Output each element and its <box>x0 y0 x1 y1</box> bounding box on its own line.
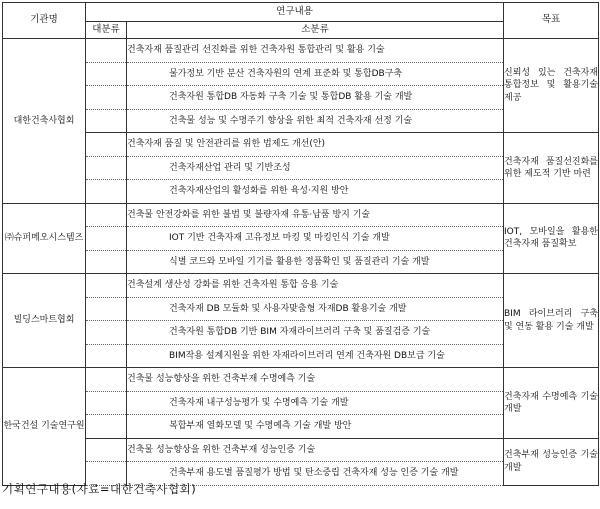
header-minor-category: 소분류 <box>127 22 504 39</box>
main-research-item: 건축자재 품질관리 선진화를 위한 건축자원 통합관리 및 활용 기술 <box>127 39 504 63</box>
institution-cell: 한국건설 기술연구원 <box>3 368 86 486</box>
table-row <box>3 133 599 157</box>
major-category-cell <box>86 109 127 133</box>
main-research-item: 건축물 성능향상을 위한 건축부재 성능인증 기술 <box>127 438 504 462</box>
sub-research-item: BIM작용 설계지원을 위한 자재라이브러리 연계 건축자원 DB보급 기술 <box>127 344 504 368</box>
research-plan-table <box>2 2 599 486</box>
main-research-item: 건축설계 생산성 강화를 위한 건축자원 통합 응용 기술 <box>127 274 504 298</box>
header-research-content: 연구내용 <box>86 3 504 22</box>
major-category-cell <box>86 39 127 63</box>
goal-cell: 건축자재 품질선진화를 위한 제도적 기반 마련 <box>504 133 599 204</box>
header-row-top <box>3 3 599 22</box>
major-category-cell <box>86 133 127 157</box>
institution-cell: ㈜슈퍼메오시스템즈 <box>3 203 86 274</box>
goal-cell: 건축자재 수명예측 기술개발 <box>504 368 599 439</box>
table-row <box>3 274 599 298</box>
sub-research-item: 건축자재 DB 모듈화 및 사용자맞춤형 자재DB 활용기술 개발 <box>127 297 504 321</box>
sub-research-item: 건축자원 통합DB 자동화 구축 기술 및 통합DB 활용 기술 개발 <box>127 86 504 110</box>
table-row <box>3 368 599 392</box>
header-institution: 기관명 <box>3 3 86 39</box>
major-category-cell <box>86 297 127 321</box>
major-category-cell <box>86 62 127 86</box>
major-category-cell <box>86 203 127 227</box>
sub-research-item: 건축부재 용도별 품질평가 방법 및 탄소중립 건축자재 성능 인증 기술 개발 <box>127 462 504 486</box>
main-research-item: 건축물 성능향상을 위한 건축부재 수명예측 기술 <box>127 368 504 392</box>
sub-research-item: 식별 코드와 모바일 기기를 활용한 정품확인 및 품질관리 기술 개발 <box>127 250 504 274</box>
main-research-item: 건축자재 품질 및 안전관리를 위한 법제도 개선(안) <box>127 133 504 157</box>
major-category-cell <box>86 156 127 180</box>
major-category-cell <box>86 321 127 345</box>
major-category-cell <box>86 438 127 462</box>
sub-research-item: IOT 기반 건축자재 고유정보 마킹 및 마킹인식 기술 개발 <box>127 227 504 251</box>
major-category-cell <box>86 227 127 251</box>
sub-research-item: 복합부재 열화모델 및 수명예측 기술 개발 방안 <box>127 415 504 439</box>
institution-cell: 대한건축사협회 <box>3 39 86 204</box>
sub-research-item: 건축자재산업의 활성화를 위한 육성·지원 방안 <box>127 180 504 204</box>
major-category-cell <box>86 274 127 298</box>
table-row <box>3 39 599 63</box>
major-category-cell <box>86 180 127 204</box>
major-category-cell <box>86 391 127 415</box>
goal-cell: BIM 라이브러리 구축 및 연동 활용 기술 개발 <box>504 274 599 368</box>
sub-research-item: 물가정보 기반 분산 건축자원의 연계 표준화 및 통합DB구축 <box>127 62 504 86</box>
major-category-cell <box>86 415 127 439</box>
sub-research-item: 건축자재 내구성능평가 및 수명예측 기술 개발 <box>127 391 504 415</box>
sub-research-item: 건축물 성능 및 수명주기 향상을 위한 최적 건축자재 선정 기술 <box>127 109 504 133</box>
table-body <box>3 3 599 486</box>
sub-research-item: 건축자재산업 관리 및 기반조성 <box>127 156 504 180</box>
major-category-cell <box>86 86 127 110</box>
main-research-item: 건축물 안전강화를 위한 불법 및 불량자재 유통·납품 방지 기술 <box>127 203 504 227</box>
sub-research-item: 건축자원 통합DB 기반 BIM 자재라이브러리 구축 및 품질검증 기술 <box>127 321 504 345</box>
header-goal: 목표 <box>504 3 599 39</box>
major-category-cell <box>86 368 127 392</box>
figure-caption: 기획연구내용(자료=대한건축사협회) <box>2 482 197 496</box>
table-row <box>3 438 599 462</box>
major-category-cell <box>86 344 127 368</box>
major-category-cell <box>86 250 127 274</box>
goal-cell: IOT, 모바일을 활용한 건축자재 품질확보 <box>504 203 599 274</box>
goal-cell: 신뢰성 있는 건축자재 통합정보 및 활용기술 제공 <box>504 39 599 133</box>
header-major-category: 대분류 <box>86 22 127 39</box>
goal-cell: 건축부재 성능인증 기술개발 <box>504 438 599 485</box>
table-row <box>3 203 599 227</box>
institution-cell: 빌딩스마트협회 <box>3 274 86 368</box>
